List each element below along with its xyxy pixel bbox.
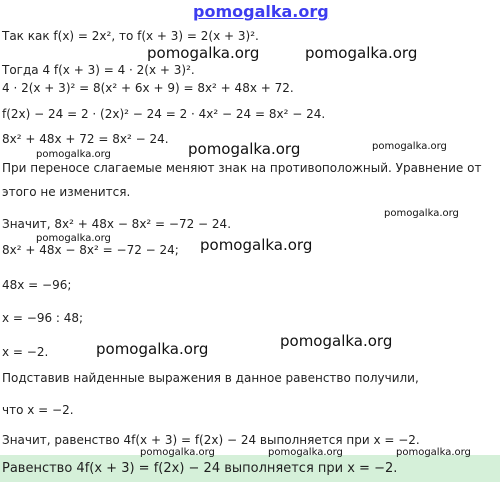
- text-line-3: 4 · 2(x + 3)² = 8(x² + 6x + 9) = 8x² + 48x + 72.: [2, 81, 294, 95]
- watermark: pomogalka.org: [36, 149, 111, 160]
- watermark: pomogalka.org: [96, 340, 209, 358]
- watermark: pomogalka.org: [396, 447, 471, 458]
- text-line-7: этого не изменится.: [2, 185, 131, 199]
- text-line-5: 8x² + 48x + 72 = 8x² − 24.: [2, 132, 169, 146]
- watermark: pomogalka.org: [384, 208, 459, 219]
- text-line-9: 8x² + 48x − 8x² = −72 − 24;: [2, 243, 179, 257]
- text-line-15: Значит, равенство 4f(x + 3) = f(2x) − 24 выполняется при x = −2.: [2, 433, 420, 447]
- watermark-top: pomogalka.org: [193, 2, 329, 21]
- text-line-11: x = −96 : 48;: [2, 311, 84, 325]
- text-line-14: что x = −2.: [2, 403, 74, 417]
- watermark: pomogalka.org: [280, 332, 393, 350]
- watermark: pomogalka.org: [268, 447, 343, 458]
- text-line-4: f(2x) − 24 = 2 · (2x)² − 24 = 2 · 4x² − 24 = 8x² − 24.: [2, 107, 326, 121]
- text-line-2: Тогда 4 f(x + 3) = 4 · 2(x + 3)².: [2, 63, 195, 77]
- watermark: pomogalka.org: [36, 233, 111, 244]
- text-line-13: Подставив найденные выражения в данное равенство получили,: [2, 371, 419, 385]
- watermark: pomogalka.org: [372, 141, 447, 152]
- answer-text: Равенство 4f(x + 3) = f(2x) − 24 выполняется при x = −2.: [2, 461, 398, 476]
- watermark: pomogalka.org: [147, 44, 260, 62]
- text-line-8: Значит, 8x² + 48x − 8x² = −72 − 24.: [2, 217, 232, 231]
- text-line-10: 48x = −96;: [2, 278, 72, 292]
- watermark: pomogalka.org: [200, 236, 313, 254]
- watermark: pomogalka.org: [188, 140, 301, 158]
- text-line-1: Так как f(x) = 2x², то f(x + 3) = 2(x + 3)².: [2, 29, 259, 43]
- text-line-12: x = −2.: [2, 345, 49, 359]
- watermark: pomogalka.org: [140, 447, 215, 458]
- watermark: pomogalka.org: [305, 44, 418, 62]
- text-line-6: При переносе слагаемые меняют знак на противоположный. Уравнение от: [2, 161, 482, 175]
